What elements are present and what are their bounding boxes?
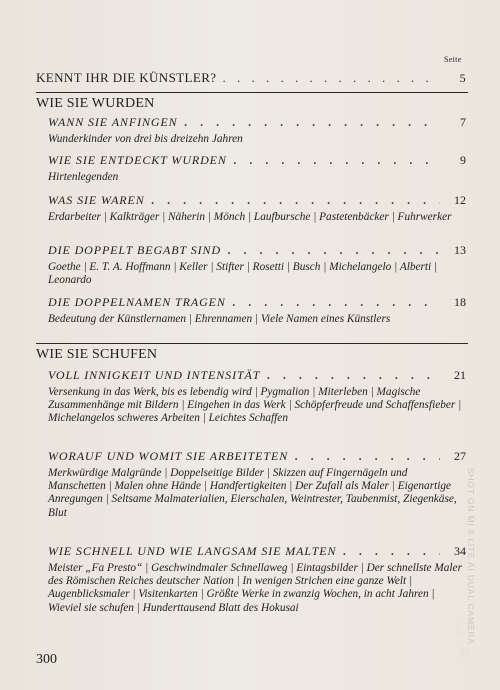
chapter-title: WANN SIE ANFINGEN: [48, 115, 178, 129]
chapter-page: 34: [454, 544, 466, 558]
toc-chapter: [48, 113, 466, 146]
toc-chapter: [48, 447, 466, 520]
toc-chapter: [48, 191, 466, 224]
page-column-header: Seite: [444, 55, 462, 64]
toc-chapter: [48, 293, 466, 326]
divider: [36, 343, 468, 344]
leader-dots: [233, 151, 440, 169]
leader-dots: [342, 542, 440, 560]
leader-dots: [222, 70, 440, 86]
chapter-description: Hirtenlegenden: [48, 171, 119, 183]
chapter-title: WORAUF UND WOMIT SIE ARBEITETEN: [48, 449, 289, 463]
chapter-description: Wunderkinder von drei bis dreizehn Jahren: [48, 133, 243, 145]
chapter-description: Erdarbeiter | Kalkträger | Näherin | Mönch | Laufbursche | Pastetenbäcker | Fuhrwerker: [48, 211, 452, 223]
leader-dots: [266, 366, 440, 384]
chapter-description: Meister „Fa Presto“ | Geschwindmaler Schnellaweg | Eintagsbilder | Der schnellste Maler des Römischen Reiches deutscher Nation | In wenigen Strichen eine ganze Welt | Augenblicksmaler | Visitenkarten | Größte Werke in zwanzig Wochen, in acht Jahren | Wieviel sie schufen | Hunderttausend Blatt des Hokusai: [48, 562, 462, 614]
leader-dots: [184, 113, 440, 131]
toc-entry-title: KENNT IHR DIE KÜNSTLER?: [36, 70, 217, 85]
toc-chapter: [48, 151, 466, 184]
chapter-page: 7: [460, 115, 466, 129]
chapter-page: 9: [460, 153, 466, 167]
chapter-page: 12: [454, 193, 466, 207]
page-number: 300: [36, 652, 57, 667]
divider: [36, 92, 468, 93]
chapter-description: Goethe | E. T. A. Hoffmann | Keller | Stifter | Rosetti | Busch | Michelangelo | Alberti | Leonardo: [48, 261, 438, 287]
section-title: WIE SIE SCHUFEN: [36, 347, 158, 362]
toc-page-number: 5: [459, 71, 466, 85]
leader-dots: [151, 191, 440, 209]
chapter-title: DIE DOPPELNAMEN TRAGEN: [48, 295, 226, 309]
chapter-page: 13: [454, 243, 466, 257]
chapter-page: 18: [454, 295, 466, 309]
toc-chapter: [48, 366, 466, 426]
watermark-text: SHOT ON MI 8 LITE AI DUAL CAMERA: [466, 468, 476, 645]
chapter-description: Merkwürdige Malgründe | Doppelseitige Bilder | Skizzen auf Fingernägeln und Manschetten | Malen ohne Hände | Handfertigkeiten | Der Zufall als Maler | Eigenartige Anregungen | Seltsame Malmaterialien, Eierschalen, Weintrester, Taubenmist, Ziegenkäse, Blut: [48, 467, 457, 519]
section-title: WIE SIE WURDEN: [36, 96, 155, 111]
toc-entry-kennt: [36, 70, 466, 86]
toc-chapter: [48, 542, 466, 615]
toc-chapter: [48, 241, 466, 287]
chapter-description: Versenkung in das Werk, bis es lebendig wird | Pygmalion | Miterleben | Magische Zusammenhänge mit Bildern | Eingehen in das Werk | Schöpferfreude und Schaffensfieber | Michelangelos schweres Arbeiten | Leichtes Schaffen: [48, 386, 462, 425]
chapter-title: WIE SIE ENTDECKT WURDEN: [48, 153, 227, 167]
watermark-dot-icon: [459, 647, 470, 658]
chapter-description: Bedeutung der Künstlernamen | Ehrennamen | Viele Namen eines Künstlers: [48, 313, 391, 325]
chapter-title: WIE SCHNELL UND WIE LANGSAM SIE MALTEN: [48, 544, 337, 558]
leader-dots: [232, 293, 440, 311]
chapter-page: 21: [454, 368, 466, 382]
camera-watermark: [468, 468, 484, 658]
chapter-page: 27: [454, 449, 466, 463]
chapter-title: WAS SIE WAREN: [48, 193, 145, 207]
watermark-circle-icon: [457, 622, 470, 635]
leader-dots: [294, 447, 440, 465]
leader-dots: [227, 241, 440, 259]
chapter-title: VOLL INNIGKEIT UND INTENSITÄT: [48, 368, 261, 382]
chapter-title: DIE DOPPELT BEGABT SIND: [48, 243, 222, 257]
